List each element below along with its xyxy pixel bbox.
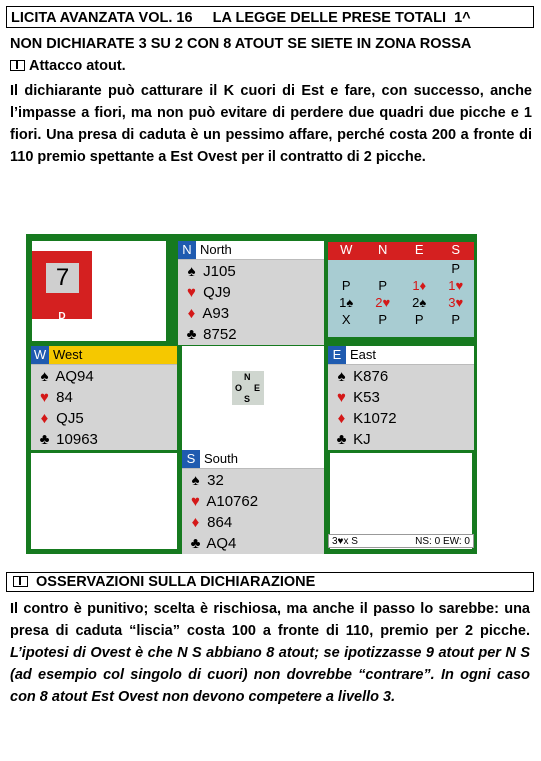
- diamond-icon: ♦: [40, 410, 49, 427]
- opening-lead: Attacco atout.: [10, 58, 126, 74]
- diamond-icon: ♦: [187, 305, 196, 322]
- bidding-table: [328, 242, 474, 337]
- seat-badge: W: [31, 346, 49, 364]
- board-number-box: [32, 251, 92, 322]
- bidding-row: 1♠ 2♥ 2♠ 3♥: [339, 295, 464, 310]
- bidding-row: X P P P: [341, 312, 461, 327]
- heart-icon: ♥: [187, 284, 196, 301]
- spade-icon: ♠: [187, 263, 196, 280]
- score: NS: 0 EW: 0: [415, 536, 470, 547]
- player-name: East: [350, 347, 377, 362]
- bidding-row: P P 1♦ 1♥: [341, 278, 464, 293]
- north-hand: N North ♠ J105 ♥ QJ9 ♦ A93 ♣ 8752: [178, 241, 324, 343]
- heart-icon: ♥: [337, 389, 346, 406]
- observations-text: Il contro è punitivo; scelta è rischiosa, ma anche il passo lo sarebbe: una presa di caduta “liscia” costa 100 a fronte di 110, premio per 2 picche. L’ipotesi di Ovest è che N S abbiano 8 atout; se ipotizzasse 9 atout per N S (ad esempio col singolo di cuori) non dovrebbe “contrare”. In ogni caso con 8 atout Est Ovest non devono competere a livello 3.: [10, 601, 530, 705]
- book-icon: [10, 60, 25, 71]
- heart-icon: ♥: [191, 493, 200, 510]
- board-number: 7: [46, 263, 79, 293]
- bidding-header: W N E S: [328, 242, 474, 260]
- seat-badge: S: [182, 450, 200, 468]
- page-title: LICITA AVANZATA VOL. 16 LA LEGGE DELLE PRESE TOTALI 1^: [6, 6, 534, 28]
- subtitle: NON DICHIARATE 3 SU 2 CON 8 ATOUT SE SIETE IN ZONA ROSSA: [10, 36, 472, 52]
- diamond-icon: ♦: [337, 410, 346, 427]
- bidding-row: P: [451, 261, 461, 276]
- west-hand: W West ♠ AQ94 ♥ 84 ♦ QJ5 ♣ 10963: [31, 346, 177, 450]
- dealer-label: D: [58, 311, 66, 322]
- result-bar: [328, 534, 474, 548]
- club-icon: ♣: [186, 326, 197, 343]
- spade-icon: ♠: [337, 368, 346, 385]
- east-hand: E East ♠ K876 ♥ K53 ♦ K1072 ♣ KJ: [328, 346, 474, 450]
- club-icon: ♣: [39, 431, 50, 448]
- player-name: West: [53, 347, 83, 362]
- player-name: South: [204, 451, 238, 466]
- empty-cell: [31, 453, 177, 549]
- board-info: [32, 241, 166, 341]
- heart-icon: ♥: [40, 389, 49, 406]
- spade-icon: ♠: [40, 368, 49, 385]
- club-icon: ♣: [336, 431, 347, 448]
- player-name: North: [200, 242, 232, 257]
- intro-paragraph: Il dichiarante può catturare il K cuori di Est e fare, con successo, anche l’impasse a fiori, ma non può evitare di perdere due quadri due picche e 1 fiori. Una presa di caduta è un pessimo affare, perché costa 200 a fronte di 110 premio spettante a Est Ovest per il contratto di 2 picche.: [10, 83, 532, 165]
- seat-badge: E: [328, 346, 346, 364]
- contract: 3♥x S: [332, 536, 358, 547]
- compass: N O E S: [232, 371, 264, 405]
- south-hand: S South ♠ 32 ♥ A10762 ♦ 864 ♣ AQ4: [182, 450, 324, 550]
- observations-heading: OSSERVAZIONI SULLA DICHIARAZIONE: [6, 572, 534, 592]
- seat-badge: N: [178, 241, 196, 259]
- spade-icon: ♠: [191, 472, 200, 489]
- book-icon: [13, 576, 28, 587]
- diamond-icon: ♦: [191, 514, 200, 531]
- table-center: [182, 346, 324, 450]
- bridge-board: [26, 234, 477, 554]
- club-icon: ♣: [190, 535, 201, 552]
